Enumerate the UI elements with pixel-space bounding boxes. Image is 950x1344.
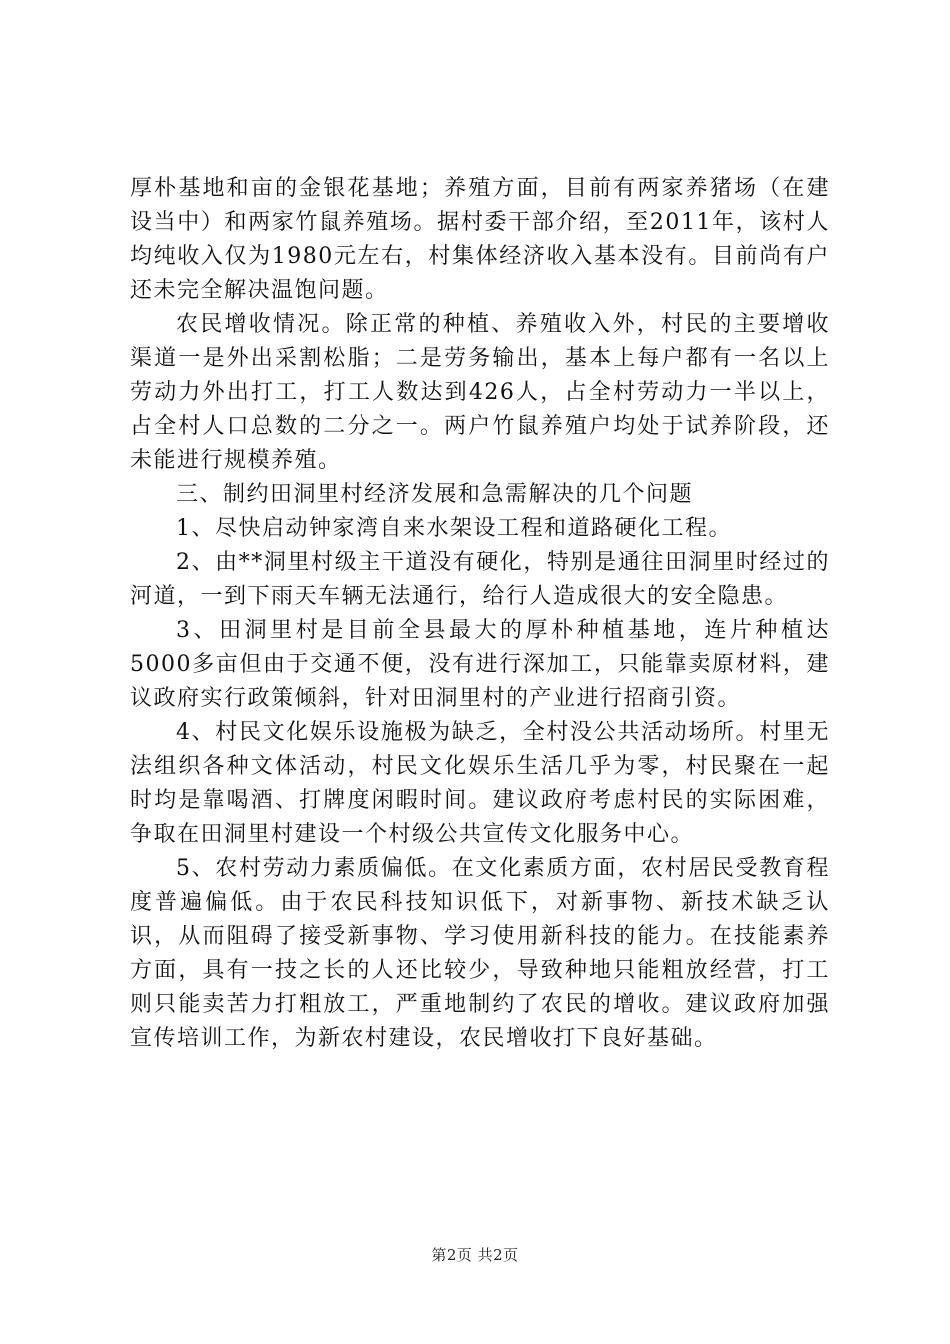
page-number: 第2页 共2页 [431, 1246, 519, 1264]
list-item-2: 2、由**洞里村级主干道没有硬化，特别是通往田洞里时经过的河道，一到下雨天车辆无法通行，给行人造成很大的安全隐患。 [130, 550, 830, 609]
document-body [130, 172, 830, 1056]
paragraph-income-growth: 农民增收情况。除正常的种植、养殖收入外，村民的主要增收渠道一是外出采割松脂；二是劳务输出，基本上每户都有一名以上劳动力外出打工，打工人数达到426人，占全村劳动力一半以上，占全村人口总数的二分之一。两户竹鼠养殖户均处于试养阶段，还未能进行规模养殖。 [130, 312, 830, 473]
list-item-4: 4、村民文化娱乐设施极为缺乏，全村没公共活动场所。村里无法组织各种文体活动，村民文化娱乐生活几乎为零，村民聚在一起时均是靠喝酒、打牌度闲暇时间。建议政府考虑村民的实际困难，争取在田洞里村建设一个村级公共宣传文化服务中心。 [130, 720, 830, 847]
section-heading-problems: 三、制约田洞里村经济发展和急需解决的几个问题 [176, 482, 694, 507]
page-footer [0, 1244, 950, 1265]
paragraph-farming-income: 厚朴基地和亩的金银花基地；养殖方面，目前有两家养猪场（在建设当中）和两家竹鼠养殖场。据村委干部介绍，至2011年，该村人均纯收入仅为1980元左右，村集体经济收入基本没有。目前尚有户还未完全解决温饱问题。 [130, 176, 830, 303]
list-item-3: 3、田洞里村是目前全县最大的厚朴种植基地，连片种植达5000多亩但由于交通不便，没有进行深加工，只能靠卖原材料，建议政府实行政策倾斜，针对田洞里村的产业进行招商引资。 [130, 618, 830, 711]
list-item-5: 5、农村劳动力素质偏低。在文化素质方面，农村居民受教育程度普遍偏低。由于农民科技知识低下，对新事物、新技术缺乏认识，从而阻碍了接受新事物、学习使用新科技的能力。在技能素养方面，具有一技之长的人还比较少，导致种地只能粗放经营，打工则只能卖苦力打粗放工，严重地制约了农民的增收。建议政府加强宣传培训工作，为新农村建设，农民增收打下良好基础。 [130, 856, 830, 1051]
list-item-1: 1、尽快启动钟家湾自来水架设工程和道路硬化工程。 [176, 516, 732, 541]
